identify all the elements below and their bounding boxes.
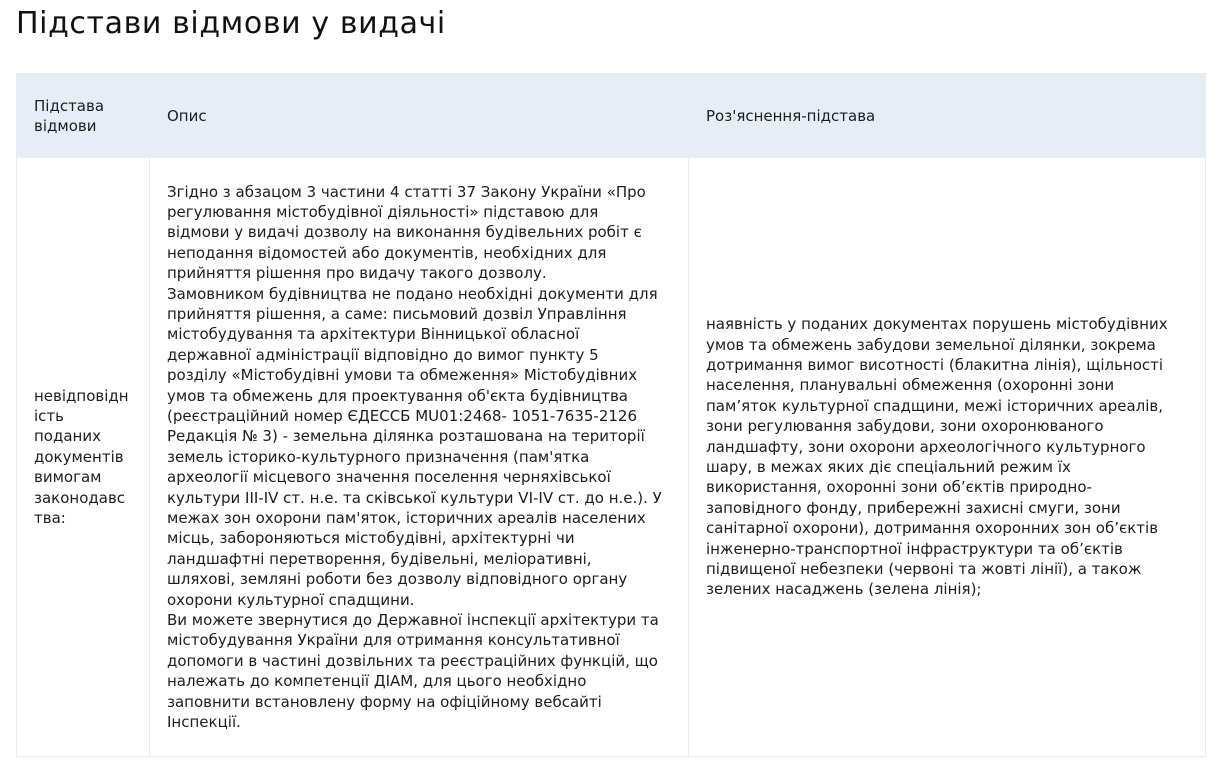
description-cell — [150, 158, 689, 756]
header-cell-explanation — [689, 74, 1205, 158]
header-description-label: Опис — [167, 107, 207, 125]
header-cell-reason — [17, 74, 150, 158]
description-text: Згідно з абзацом 3 частини 4 статті 37 Закону України «Про регулювання містобудівної діяльності» підставою для відмови у видачі дозволу на виконання будівельних робіт є неподання відомостей або документів, необхідних для прийняття рішення про видачу такого дозволу. Замовником будівництва не подано необхідні документи для прийняття рішення, а саме: письмовий дозвіл Управління містобудування та архітектури Вінницької обласної державної адміністрації відповідно до вимог пункту 5 розділу «Містобудівні умови та обмеження» Містобудівних умов та обмежень для проектування об'єкта будівництва (реєстраційний номер ЄДЕССБ MU01:2468- 1051-7635-2126 Редакція № 3) - земельна ділянка розташована на території земель історико-культурного призначення (пам'ятка археології місцевого значення поселення черняхівської культури III-IV ст. н.е. та сківської культури VI-IV ст. до н.е.). У межах зон охорони пам'яток, історичних ареалів населених місць, забороняються містобудівні, архітектурні чи ландшафтні перетворення, будівельні, меліоративні, шляхові, земляні роботи без дозволу відповідного органу охорони культурної спадщини. Ви можете звернутися до Державної інспекції архітектури та містобудування України для отримання консультативної допомоги в частині дозвільних та реєстраційних функцій, що належать до компетенції ДІАМ, для цього необхідно заповнити встановлену форму на офіційному вебсайті Інспекції. — [167, 182, 662, 732]
explanation-cell — [689, 158, 1205, 756]
header-explanation-label: Роз'яснення-підстава — [706, 107, 876, 125]
reason-cell — [17, 158, 150, 756]
header-reason-label: Підстава відмови — [34, 97, 105, 135]
reason-text: невідповідн ість поданих документів вимогам законодавс тва: — [34, 386, 129, 528]
explanation-text: наявність у поданих документах порушень містобудівних умов та обмежень забудови земельної ділянки, зокрема дотримання вимог висотності (блакитна лінія), щільності населення, планувальні обмеження (охоронні зони пам’яток культурної спадщини, межі історичних ареалів, зони регулювання забудови, зони охоронюваного ландшафту, зони охорони археологічного культурного шару, в межах яких діє спеціальний режим їх використання, охоронні зони об’єктів природно- заповідного фонду, прибережні захисні смуги, зони санітарної охорони), дотримання охоронних зон об’єктів інженерно-транспортної інфраструктури та об’єктів підвищеної небезпеки (червоні та жовті лінії), а також зелених насаджень (зелена лінія); — [706, 315, 1168, 599]
table-header-row — [17, 74, 1205, 158]
table-row — [17, 158, 1205, 756]
refusal-reasons-table — [16, 73, 1206, 757]
page-title: Підстави відмови у видачі — [16, 6, 446, 41]
header-cell-description — [150, 74, 689, 158]
